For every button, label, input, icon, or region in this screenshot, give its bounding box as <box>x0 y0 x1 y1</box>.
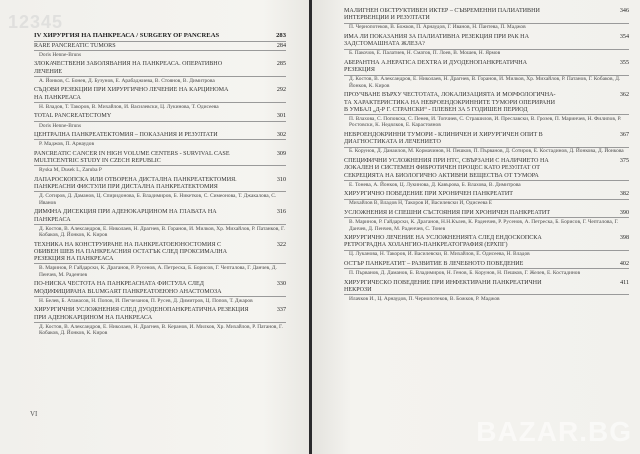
toc-entry-title-line <box>34 43 286 50</box>
toc-entry-title: ОСТЪР ПАНКРЕАТИТ – РАЗВИТИЕ В ЛЕЧЕБНОТО ПОВЕДЕНИЕ <box>344 261 524 268</box>
toc-entry-title-line <box>344 34 629 49</box>
toc-entry-authors: А. Йонков, С. Бонев, Д. Бузунов, Е. Арабаджиева, В. Стоянов, В. Димитрова <box>39 77 215 84</box>
toc-entry-authors: Д. Костов, В. Александров, Е. Николаев, Н. Драгнев, В. Керанов, И. Милков, Хр. Михайлов, Р. Патанов, Г. Кобаков, Д. Йонков, К. Киров <box>39 323 283 337</box>
toc-entry-page: 362 <box>619 92 629 99</box>
toc-entry-page: 411 <box>620 279 629 286</box>
toc-entry-authors: Д. Костов, В. Александров, Е. Николаев, Н. Драгнев, В. Горанов, И. Милков, Хр. Михайлов, Р. Патанков, Г. Кобаков, Д. Йонков, К. Киров <box>39 225 285 238</box>
toc-entry <box>34 43 286 59</box>
toc-entry-title: МАЛИГНЕН ОБСТРУКТИВЕН ИКТЕР – СЪВРЕМЕННИ ПАЛИАТИВНИ ИНТЕРВЕНЦИИ И РЕЗУЛТАТИ <box>344 8 540 22</box>
toc-entry-page: 322 <box>276 241 286 248</box>
toc-entry-title-line <box>344 60 629 75</box>
toc-entry-authors: Ц. Луканова, Н. Такоров, И. Василевски, В. Михайлов, Е. Одисеева, Н. Владов <box>349 251 530 258</box>
toc-entry-title-line <box>34 61 286 76</box>
toc-entry-title: ДИМФНА ДИСЕКЦИЯ ПРИ АДЕНОКАРЦИНОМ НА ГЛАВАТА НА ПАНКРЕАСА <box>34 209 217 223</box>
right-entries <box>344 8 629 303</box>
toc-entry-title: ПО-НИСКА ЧЕСТОТА НА ПАНКРЕАСНАТА ФИСТУЛА СЛЕД МОДИФИЦИРАНА BLUMGART ПАНКРЕАТОЕЮНО АНАСТОМОЗА <box>34 281 222 295</box>
toc-entry-title: ЗЛОКАЧЕСТВЕНИ ЗАБОЛЯВАНИЯ НА ПАНКРЕАСА. ОПЕРАТИВНО ЛЕЧЕНИЕ <box>34 61 223 75</box>
toc-entry <box>34 151 286 174</box>
toc-entry <box>344 235 629 258</box>
toc-entry-authors: Е. Тонева, А. Йонков, Ц. Лукинова, Д. Кавърова, Б. Влахова, В. Димитрова <box>349 181 521 188</box>
toc-entry-authors: Doris Henne-Bruns <box>39 51 82 58</box>
left-toc <box>34 32 286 340</box>
toc-entry-authors: Б. Корунов, Д. Данаилов, М. Кормачинов, Н. Пешков, П. Първанов, Д. Сотиров, Е. Костадинов, Д. Йонкова, Д. Йонкова <box>349 148 624 155</box>
toc-entry <box>344 132 629 155</box>
toc-entry-title: АБЕРАНТНА A.HEPATICA DEXTRA И ДУОДЕНОПАНКРЕАТИЧНА РЕЗЕКЦИЯ <box>344 59 528 74</box>
toc-entry-authors: Ryska M, Dusek L, Zaruba P <box>39 167 102 174</box>
toc-entry-title-line <box>344 261 629 268</box>
left-page <box>0 0 309 454</box>
toc-entry-title-line <box>34 209 286 224</box>
toc-entry <box>34 242 286 279</box>
toc-entry-page: 337 <box>276 307 286 314</box>
toc-entry-page: 301 <box>276 113 286 120</box>
toc-entry-page: 367 <box>619 132 629 139</box>
toc-entry <box>344 210 629 232</box>
watermark-logo: BAZAR.BG <box>476 416 632 447</box>
toc-entry-title: RARE PANCREATIC TUMORS <box>34 42 116 49</box>
toc-entry <box>344 92 629 129</box>
left-entries <box>34 43 286 337</box>
toc-entry-title: ЦЕНТРАЛНА ПАНКРЕАТЕКТОМИЯ – ПОКАЗАНИЯ И РЕЗУЛТАТИ <box>34 132 218 139</box>
toc-entry-title: СЪДОВИ РЕЗЕКЦИИ ПРИ ХИРУРГИЧНО ЛЕЧЕНИЕ НА КАРЦИНОМА НА ПАНКРЕАСА <box>34 87 229 101</box>
toc-entry-page: 302 <box>276 132 286 139</box>
toc-entry-page: 346 <box>619 8 629 14</box>
toc-entry-title: ТЕХНИКА НА КОНСТРУИРАНЕ НА ПАНКРЕАТОЕЮНОСТОМИЯ С ОБИВЕН ШЕВ НА ПАНКРЕАСНИЯ ОСТАТЪК СЛЕД ПРОКСИМАЛНА РЕЗЕКЦИЯ НА ПАНКРЕАСА <box>34 241 228 263</box>
section-heading <box>34 32 286 39</box>
toc-entry <box>344 158 629 188</box>
toc-entry <box>34 307 286 336</box>
toc-entry <box>344 280 629 303</box>
toc-entry-title-line <box>34 177 286 192</box>
toc-entry <box>34 209 286 238</box>
section-title: IV ХИРУРГИЯ НА ПАНКРЕАСА / SURGERY OF PANCREAS <box>34 32 220 39</box>
toc-entry <box>34 281 286 304</box>
toc-entry-title-line <box>344 280 629 295</box>
toc-entry <box>344 60 629 89</box>
section-page: 283 <box>276 32 286 39</box>
toc-entry-authors: В. Маринов, Р. Гайдарски, К. Драганов, Р. Русенов, А. Петреска, Б. Борисов, Г. Чепталова, Г. Данчев, Д. Пенчев, М. Раденчев <box>39 265 277 278</box>
toc-entry-authors: В. Маринов, Р. Гайдарски, К. Драганов, Н.Н.Кълев, К. Раденчев, Р. Русенов, А. Петреска, Б. Борисов, Г. Чепталова, Г. Данчев, Д. Пенчев, М. Раденчев, С. Тонев <box>349 219 619 232</box>
toc-entry-title-line <box>34 281 286 296</box>
toc-entry-authors: Doris Henne-Bruns <box>39 122 82 129</box>
toc-entry <box>34 87 286 110</box>
toc-entry <box>34 177 286 206</box>
toc-entry-title: НЕВРОЕНДОКРИННИ ТУМОРИ - КЛИНИЧЕН И ХИРУРГИЧЕН ОПИТ В ДИАГНОСТИКАТА И ЛЕЧЕНИЕТО <box>344 132 543 146</box>
toc-entry-authors: Михайлов В, Владов Н, Такоров И, Василевски И, Одисеева Е <box>349 200 493 207</box>
toc-entry-page: 382 <box>619 191 629 198</box>
toc-entry-page: 284 <box>276 42 286 49</box>
toc-entry-page: 316 <box>276 209 286 216</box>
toc-entry-authors: П. Чернопотеков, В. Божков, П. Арнаудов, Г. Иванов, Н. Пантева, П. Маджов <box>349 24 526 31</box>
toc-entry-page: 309 <box>276 150 286 157</box>
toc-entry-title-line <box>34 87 286 102</box>
toc-entry <box>34 113 286 129</box>
toc-entry-page: 354 <box>619 33 629 40</box>
toc-entry-page: 390 <box>619 210 629 216</box>
toc-entry-title-line <box>344 158 629 180</box>
toc-entry <box>344 261 629 277</box>
toc-entry-page: 292 <box>276 87 286 94</box>
toc-entry-title: УСЛОЖНЕНИЯ И СПЕШНИ СЪСТОЯНИЯ ПРИ ХРОНИЧЕН ПАНКРЕАТИТ <box>344 210 551 216</box>
toc-entry-authors: Б. Пакочов, Е. Палатиев, Н. Сматов, П. Лоев, В. Мошев, Н. Ярмов <box>349 50 501 57</box>
toc-entry-page: 310 <box>276 176 286 183</box>
toc-entry-authors: Н. Белев, Б. Атанасов, Н. Попов, И. Пегчезанов, П. Русев, Д. Димитров, Ц. Попов, Т. Джаров <box>39 297 253 304</box>
toc-entry-title-line <box>344 132 629 147</box>
toc-entry-title: ПРОУЧВАНЕ ВЪРХУ ЧЕСТОТАТА, ЛОКАЛИЗАЦИЯТА И МОРФОЛОГИЧНА- ТА ХАРАКТЕРИСТИКА НА НЕВРОЕНДОКРИННИТЕ ТУМОРИ ОПЕРИРАНИ В УМБАЛ „Д-Р Г. СТРАНСКИ“ - ПЛЕВЕН ЗА 5 ГОДИШЕН ПЕРИОД <box>344 92 556 113</box>
toc-entry <box>344 191 629 207</box>
toc-entry-title-line <box>344 8 629 23</box>
toc-entry-page: 355 <box>619 59 629 66</box>
toc-entry-authors: Н. Владов, Т. Такоров, В. Михайлов, И. Василевски, Ц. Лукинова, Т. Одисеева <box>39 103 219 110</box>
toc-entry-authors: Д. Сотиров, Д. Даманов, Ц. Спиридонова, Б. Владимиров, Б. Никетков, С. Симеонова, Т. Джакалова, С. Иванов <box>39 193 277 206</box>
toc-entry-title-line <box>34 242 286 264</box>
toc-entry-title-line <box>34 307 286 322</box>
toc-entry-title: TOTAL PANCREATECTOMY <box>34 113 112 120</box>
toc-entry-title-line <box>344 210 629 217</box>
toc-entry-title-line <box>34 132 286 139</box>
toc-entry-page: 402 <box>619 261 629 268</box>
toc-entry-title: ХИРУРГИЧЕСКО ПОВЕДЕНИЕ ПРИ ИНФЕКТИРАНИ ПАНКРЕАТИЧНИ НЕКРОЗИ <box>344 279 542 294</box>
toc-entry-title: PANCREATIC CANCER IN HIGH VOLUME CENTERS - SURVIVAL CASE MULTICENTRIC STUDY IN CZECH REPUBLIC <box>34 150 230 165</box>
toc-entry-title-line <box>34 151 286 166</box>
page-number: VI <box>30 410 38 418</box>
right-toc <box>344 8 629 306</box>
toc-entry-title-line <box>34 113 286 120</box>
toc-entry-title: ХИРУРГИЧНО ЛЕЧЕНИЕ НА УСЛОЖНЕНИЯТА СЛЕД ЕНДОСКОПСКА РЕТРОГРАДНА ХОЛАНГИО-ПАНКРЕАТОГРАФИЯ (ЕРХПГ) <box>344 235 542 249</box>
toc-entry-title-line <box>344 235 629 250</box>
toc-entry-page: 285 <box>276 61 286 68</box>
toc-entry-page: 375 <box>619 158 629 165</box>
toc-entry-title-line <box>344 92 629 114</box>
watermark-counter: 12345 <box>8 12 64 32</box>
toc-entry-page: 398 <box>619 235 629 242</box>
toc-entry-authors: Р. Маджов, П. Арнаудов <box>39 141 94 148</box>
right-page <box>312 0 640 454</box>
toc-entry <box>344 8 629 31</box>
toc-entry-title: СПЕЦИФИЧНИ УСЛОЖНЕНИЯ ПРИ НТС, СВЪРЗАНИ С НАЛИЧИЕТО НА ЛОКАЛЕН И СИСТЕМЕН ФИБРОТИЧЕН ПРОЦЕС КАТО РЕЗУЛТАТ ОТ СЕКРЕЦИЯТА НА БИОЛОГИЧНО АКТИВНИ ВЕЩЕСТВА ОТ ТУМОРА <box>344 158 549 179</box>
toc-entry-title: ИМА ЛИ ПОКАЗАНИЯ ЗА ПАЛИАТИВНА РЕЗЕКЦИЯ ПРИ РАК НА ЗАДСТОМАШНАТА ЖЛЕЗА? <box>344 33 529 48</box>
toc-entry-authors: П. Първанов, Д. Даманов, Б. Владимиров, Н. Генов, Б. Корунов, Н. Пешков, Г. Желев, Е. Костадинов <box>349 270 581 277</box>
toc-entry-title-line <box>344 191 629 198</box>
toc-entry <box>34 61 286 84</box>
toc-entry-page: 330 <box>276 281 286 288</box>
toc-entry-authors: Д. Костов, В. Александров, Е. Николаев, Н. Драгнев, В. Горанов, И. Милков, Хр. Михайлов, Р. Патанов, Г. Кобаков, Д. Йонков, К. Киров <box>349 76 621 89</box>
toc-entry <box>344 34 629 57</box>
toc-entry-title: ХИРУРГИЧНО ПОВЕДЕНИЕ ПРИ ХРОНИЧЕН ПАНКРЕАТИТ <box>344 191 513 198</box>
toc-entry <box>34 132 286 148</box>
toc-entry-authors: Илачков И., Ц. Арнаудов, П. Чернопотеков, В. Божков, Р. Маджов <box>349 296 500 303</box>
toc-entry-title: ЛАПАРОСКОПСКА ИЛИ ОТВОРЕНА ДИСТАЛНА ПАНКРЕАТЕКТОМИЯ. ПАНКРЕАСНИ ФИСТУЛИ ПРИ ДИСТАЛНА ПАНКРЕАТЕКТОМИЯ <box>34 176 237 191</box>
toc-entry-authors: П. Влахова, С. Поповска, С. Пенев, И. Топчиев, С. Страшилов, И. Преславски, В. Грозев, П. Маринчев, Н. Филипов, Р. Ростовски, К. Недялков, Е. Карастоянов <box>349 116 622 129</box>
toc-entry-title: ХИРУРГИЧНИ УСЛОЖНЕНИЯ СЛЕД ДУОДЕНОПАНКРЕАТИЧНА РЕЗЕКЦИЯ ПРИ АДЕНОКАРЦИНОМ НА ПАНКРЕАСА <box>34 307 249 321</box>
